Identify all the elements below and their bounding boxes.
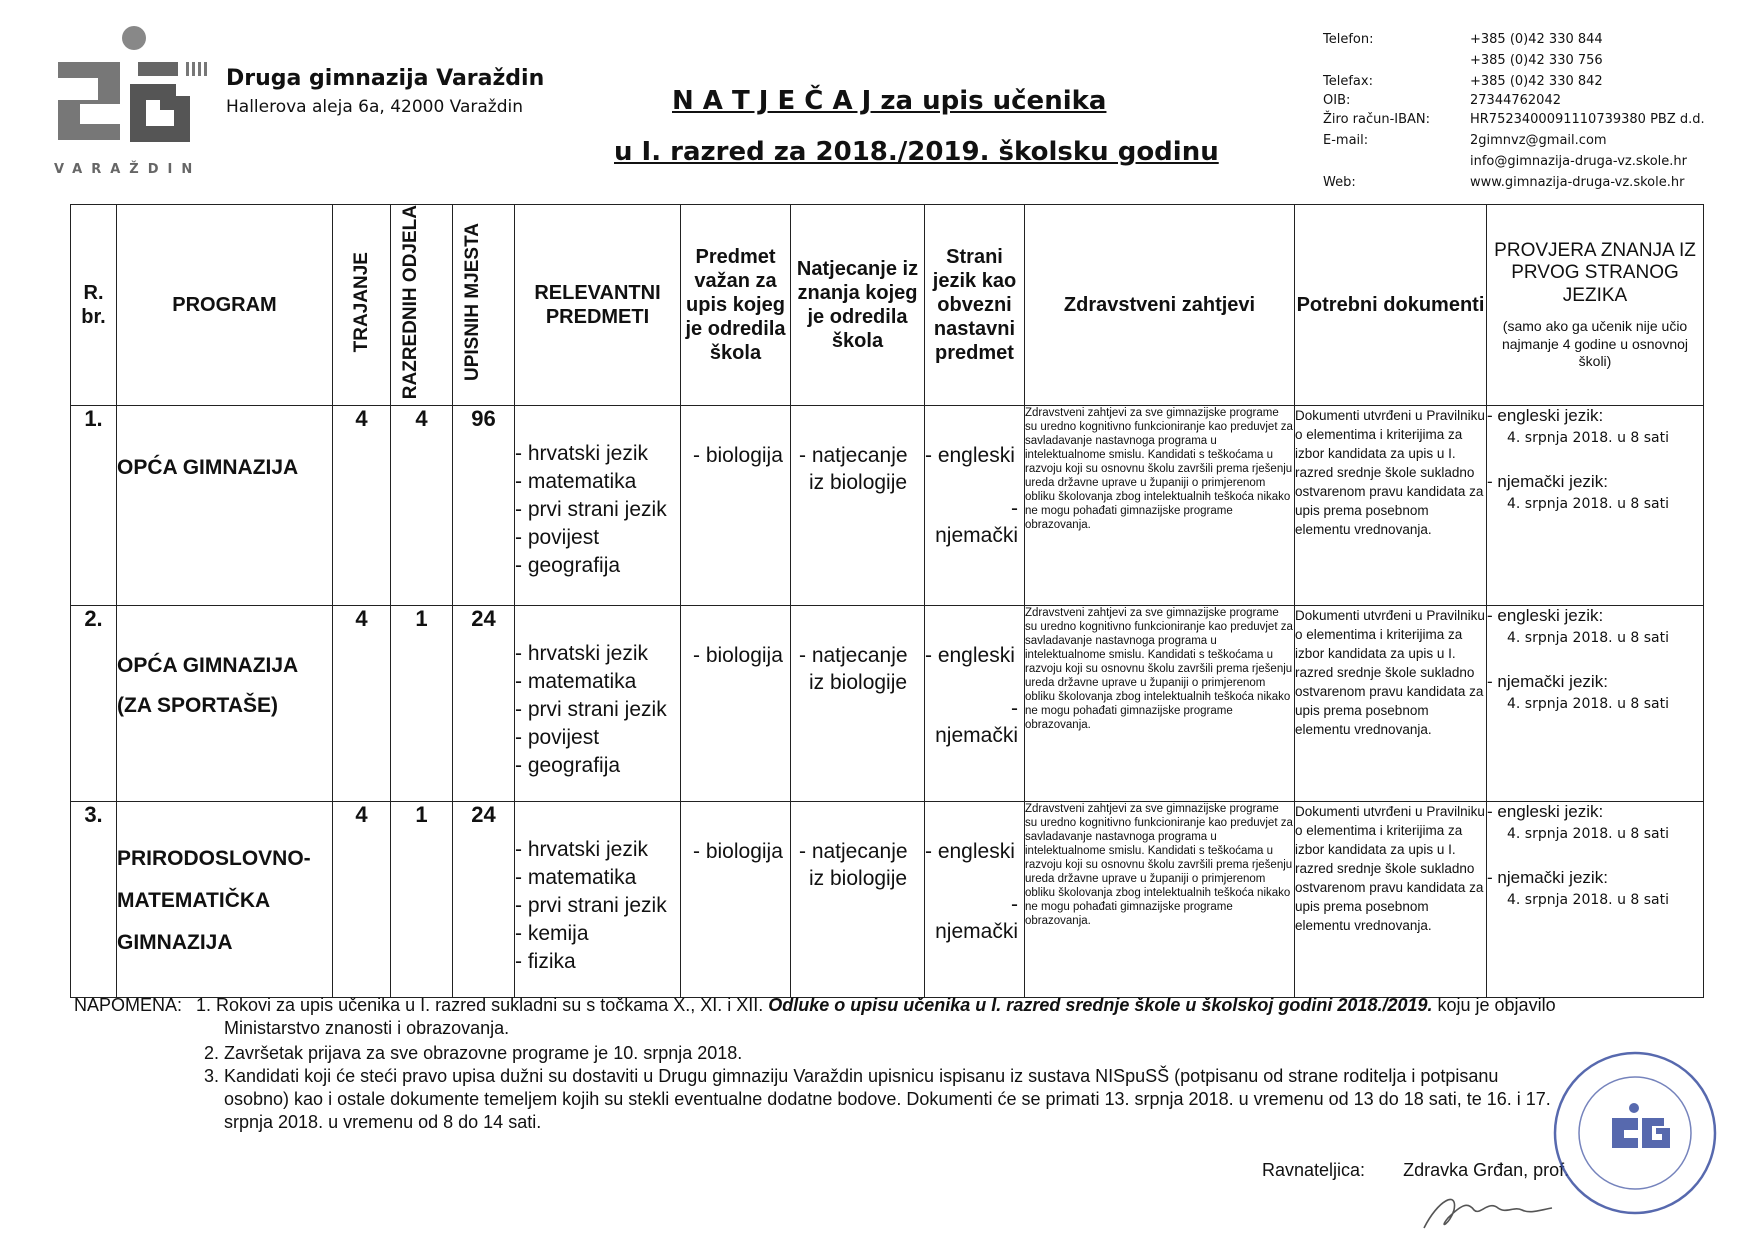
test-language: - engleski jezik: [1487,406,1604,426]
natjecanje-line: - natjecanje [799,840,908,864]
subject-item: - matematika [515,866,637,890]
contact-email[interactable]: info@gimnazija-druga-vz.skole.hr [1470,154,1687,169]
relevant-subjects-cell [515,606,681,802]
logo-text: VARAŽDIN [54,162,202,177]
note-2: 2. Završetak prijava za sve obrazovne programe je 10. srpnja 2018. [204,1043,743,1063]
test-date: 4. srpnja 2018. u 8 sati [1507,892,1669,909]
school-logo [48,22,208,182]
mjesta-value: 96 [453,406,515,606]
program-name-line: GIMNAZIJA [117,931,233,955]
test-date: 4. srpnja 2018. u 8 sati [1507,630,1669,647]
relevant-subjects-cell [515,406,681,606]
header-zdravstveni: Zdravstveni zahtjevi [1025,205,1295,406]
language-item: - engleski [925,840,1015,864]
program-name-line: (ZA SPORTAŠE) [117,694,278,718]
note-1-tail: koju je objavilo [1432,995,1556,1015]
signature-name: Zdravka Grđan, prof. [1403,1160,1570,1180]
trajanje-value: 4 [333,802,391,998]
mjesta-value: 24 [453,606,515,802]
test-date: 4. srpnja 2018. u 8 sati [1507,696,1669,713]
program-cell [117,606,333,802]
header-provjera-note: (samo ako ga učenik nije učio najmanje 4 godine u osnovnoj školi) [1501,318,1689,370]
required-documents: Dokumenti utvrđeni u Pravilniku o elementima i kriterijima za izbor kandidata za upis u I. razred srednje škole sukladno ostvarenom pravu kandidata za upis prema posebnom elementu vrednovanja. [1295,406,1487,606]
contact-iban: HR7523400091110739380 PBZ d.d. [1470,112,1705,127]
contact-label: E-mail: [1323,133,1369,148]
language-item: - njemački [935,697,1018,748]
note-3-end: srpnja 2018. u vremenu od 8 do 14 sati. [224,1112,542,1132]
predmet-value: - biologija [681,802,791,998]
contact-label: Telefon: [1323,32,1374,47]
subject-item: - kemija [515,922,589,946]
language-item: - engleski [925,444,1015,468]
strani-jezik-cell [925,406,1025,606]
predmet-value: - biologija [681,606,791,802]
note-1-decision: Odluke o upisu učenika u I. razred srednje škole u školskoj godini 2018./2019. [768,995,1433,1015]
language-item: - engleski [925,644,1015,668]
header-strani-jezik: Strani jezik kao obvezni nastavni predmet [925,205,1025,406]
program-cell [117,802,333,998]
header-provjera [1487,205,1704,406]
language-test-cell [1487,606,1704,802]
document-title: N A T J E Č A J za upis učenika [672,86,1107,116]
relevant-subjects-cell [515,802,681,998]
contact-label: Web: [1323,175,1356,190]
document-subtitle: u I. razred za 2018./2019. školsku godinu [614,137,1219,167]
signature-role: Ravnateljica: [1262,1160,1366,1180]
test-date: 4. srpnja 2018. u 8 sati [1507,826,1669,843]
contact-phone: +385 (0)42 330 844 [1470,32,1603,47]
header-trajanje: TRAJANJE [350,251,372,353]
table-row [71,802,1704,998]
natjecanje-cell [791,802,925,998]
contact-label: OIB: [1323,93,1351,108]
contact-phone: +385 (0)42 330 756 [1470,53,1603,68]
natjecanje-line: iz biologije [809,671,908,695]
required-documents: Dokumenti utvrđeni u Pravilniku o elementima i kriterijima za izbor kandidata za upis u I. razred srednje škole sukladno ostvarenom pravu kandidata za upis prema posebnom elementu vrednovanja. [1295,802,1487,998]
subject-item: - povijest [515,726,600,750]
health-requirements: Zdravstveni zahtjevi za sve gimnazijske programe su uredno kognitivno funkcioniranje kao preduvjet za savladavanje nastavnoga programa u intelektualnome smislu. Kandidati s teškoćama u razvoju koji su osnovnu školu završili prema rješenju ureda državne uprave u županiji o primjerenom obliku školovanja zbog intelektualnih teškoća nikako ne mogu pohađati gimnazijske programe obrazovanja. [1025,606,1295,802]
subject-item: - fizika [515,950,576,974]
subject-item: - geografija [515,754,621,778]
program-name-line: OPĆA GIMNAZIJA [117,456,299,480]
school-info [226,66,544,117]
test-language: - njemački jezik: [1487,472,1608,492]
test-language: - engleski jezik: [1487,606,1604,626]
signature-block [1262,1160,1569,1181]
natjecanje-line: iz biologije [809,471,908,495]
notes-label: NAPOMENA: [74,995,183,1015]
header-upisnih-mjesta: UPISNIH MJESTA [461,223,483,382]
mjesta-value: 24 [453,802,515,998]
table-row [71,606,1704,802]
row-number: 2. [71,606,117,802]
language-item: - njemački [935,497,1018,548]
row-number: 3. [71,802,117,998]
subject-item: - matematika [515,470,637,494]
school-name: Druga gimnazija Varaždin [226,66,545,91]
header-natjecanje: Natjecanje iz znanja kojeg je odredila škola [791,205,925,406]
odjela-value: 4 [391,406,453,606]
note-3-continued: osobno) kao i ostale dokumente temeljem kojih su stekli eventualne dodatne bodove. Dokumenti će se primati 13. srpnja 2018. u vremenu od 13 do 18 sati, te 16. i 17. [224,1089,1551,1109]
program-cell [117,406,333,606]
trajanje-value: 4 [333,606,391,802]
header-predmet: Predmet važan za upis kojeg je odredila škola [681,205,791,406]
contact-label: Žiro račun-IBAN: [1323,112,1431,127]
health-requirements: Zdravstveni zahtjevi za sve gimnazijske programe su uredno kognitivno funkcioniranje kao preduvjet za savladavanje nastavnoga programa u intelektualnome smislu. Kandidati s teškoćama u razvoju koji su osnovnu školu završili prema rješenju ureda državne uprave u županiji o primjerenom obliku školovanja zbog intelektualnih teškoća nikako ne mogu pohađati gimnazijske programe obrazovanja. [1025,406,1295,606]
subject-item: - prvi strani jezik [515,894,667,918]
subject-item: - povijest [515,526,600,550]
natjecanje-cell [791,606,925,802]
handwritten-signature-icon [1418,1180,1558,1236]
school-address: Hallerova aleja 6a, 42000 Varaždin [226,97,524,117]
subject-item: - prvi strani jezik [515,698,667,722]
table-header-row [71,205,1704,406]
natjecanje-line: - natjecanje [799,444,908,468]
school-stamp-icon [1550,1048,1720,1218]
test-language: - engleski jezik: [1487,802,1604,822]
contact-label: Telefax: [1323,74,1373,89]
header-razrednih-odjela: RAZREDNIH ODJELA [399,205,421,400]
language-test-cell [1487,802,1704,998]
language-item: - njemački [935,893,1018,944]
header-provjera-title: PROVJERA ZNANJA IZ PRVOG STRANOG JEZIKA [1494,239,1696,307]
header-program: PROGRAM [117,205,333,406]
note-1-text: 1. Rokovi za upis učenika u I. razred sukladni su s točkama X., XI. i XII. [196,995,769,1015]
note-1-continued: Ministarstvo znanosti i obrazovanja. [224,1018,510,1038]
natjecanje-line: iz biologije [809,867,908,891]
strani-jezik-cell [925,606,1025,802]
table-row [71,406,1704,606]
contact-web[interactable]: www.gimnazija-druga-vz.skole.hr [1470,175,1685,190]
trajanje-value: 4 [333,406,391,606]
natjecanje-cell [791,406,925,606]
strani-jezik-cell [925,802,1025,998]
test-language: - njemački jezik: [1487,672,1608,692]
header-potrebni: Potrebni dokumenti [1295,205,1487,406]
language-test-cell [1487,406,1704,606]
program-name-line: MATEMATIČKA [117,889,271,913]
subject-item: - hrvatski jezik [515,442,649,466]
logo-2g-icon [48,22,208,162]
program-name-line: PRIRODOSLOVNO- [117,847,311,871]
contact-oib: 27344762042 [1470,93,1561,108]
test-date: 4. srpnja 2018. u 8 sati [1507,496,1669,513]
subject-item: - hrvatski jezik [515,642,649,666]
subject-item: - geografija [515,554,621,578]
health-requirements: Zdravstveni zahtjevi za sve gimnazijske programe su uredno kognitivno funkcioniranje kao preduvjet za savladavanje nastavnoga programa u intelektualnome smislu. Kandidati s teškoćama u razvoju koji su osnovnu školu završili prema rješenju ureda državne uprave u županiji o primjerenom obliku školovanja zbog intelektualnih teškoća nikako ne mogu pohađati gimnazijske programe obrazovanja. [1025,802,1295,998]
contact-fax: +385 (0)42 330 842 [1470,74,1603,89]
contact-email[interactable]: 2gimnvz@gmail.com [1470,133,1607,148]
header-rbr: R. br. [71,205,117,406]
enrollment-table [70,204,1704,998]
test-language: - njemački jezik: [1487,868,1608,888]
subject-item: - matematika [515,670,637,694]
subject-item: - hrvatski jezik [515,838,649,862]
odjela-value: 1 [391,802,453,998]
predmet-value: - biologija [681,406,791,606]
header-relevantni-predmeti: RELEVANTNI PREDMETI [515,205,681,406]
subject-item: - prvi strani jezik [515,498,667,522]
test-date: 4. srpnja 2018. u 8 sati [1507,430,1669,447]
natjecanje-line: - natjecanje [799,644,908,668]
row-number: 1. [71,406,117,606]
required-documents: Dokumenti utvrđeni u Pravilniku o elementima i kriterijima za izbor kandidata za upis u I. razred srednje škole sukladno ostvarenom pravu kandidata za upis prema posebnom elementu vrednovanja. [1295,606,1487,802]
program-name-line: OPĆA GIMNAZIJA [117,654,299,678]
note-1 [196,994,1556,1016]
odjela-value: 1 [391,606,453,802]
note-3: 3. Kandidati koji će steći pravo upisa dužni su dostaviti u Drugu gimnaziju Varaždin upisnicu ispisanu iz sustava NISpuSŠ (potpisanu od strane roditelja i potpisanu [204,1066,1499,1086]
